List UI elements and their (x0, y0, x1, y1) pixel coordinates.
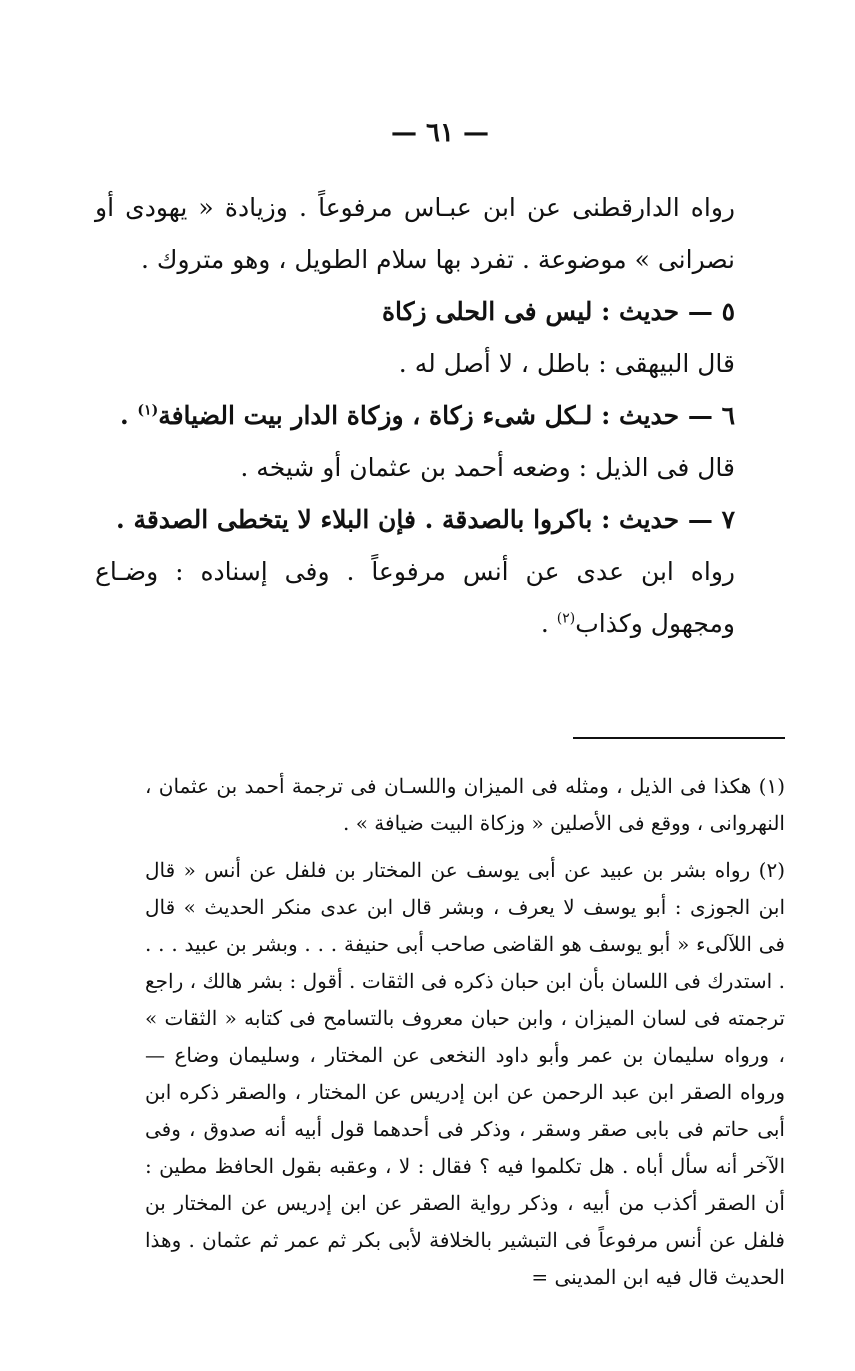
hadith-line (95, 390, 735, 442)
hadith-dash: — (687, 297, 713, 326)
hadith-comment: قال البيهقى : باطل ، لا أصل له . (398, 349, 735, 378)
footnote-marker: (٢) (758, 858, 785, 882)
footnote-2 (145, 852, 785, 1296)
hadith-entry-7 (95, 494, 735, 650)
hadith-line (95, 494, 735, 546)
intro-paragraph: رواه الدارقطنى عن ابن عبـاس مرفوعاً . وزيادة « يهودى أو نصرانى » موضوعة . تفرد بها سلام الطويل ، وهو متروك . (95, 193, 735, 274)
hadith-comment: قال فى الذيل : وضعه أحمد بن عثمان أو شيخه . (240, 453, 735, 482)
hadith-label: حديث (619, 505, 680, 534)
hadith-dash: — (687, 505, 713, 534)
hadith-text: : باكروا بالصدقة . فإن البلاء لا يتخطى الصدقة . (116, 505, 611, 534)
page-number: — ٦١ — (390, 118, 490, 148)
hadith-text: : لـكل شىء زكاة ، وزكاة الدار بيت الضيافة (158, 401, 611, 430)
footnote-1 (145, 768, 785, 842)
hadith-number: ٦ (721, 401, 735, 430)
hadith-comment-text: رواه ابن عدى عن أنس مرفوعاً . وفى إسناده : وضـاع ومجهول وكذاب (95, 557, 735, 638)
hadith-text: : ليس فى الحلى زكاة (381, 297, 611, 326)
footnote-ref-1[interactable]: (١) (137, 402, 159, 419)
hadith-entry-6 (95, 390, 735, 494)
hadith-line (95, 286, 735, 338)
footnote-ref-2[interactable]: (٢) (556, 610, 576, 627)
hadith-tail: . (119, 401, 138, 430)
hadith-number: ٧ (721, 505, 735, 534)
hadith-dash: — (687, 401, 713, 430)
hadith-comment-tail: . (540, 609, 557, 638)
main-text (95, 182, 735, 650)
footnote-text: رواه بشر بن عبيد عن أبى يوسف عن المختار بن فلفل عن أنس « قال ابن الجوزى : أبو يوسف لا يعرف ، وبشر قال ابن عدى منكر الحديث » قال فى اللآلىء « أبو يوسف هو القاضى صاحب أبى حنيفة . . . وبشر بن عبيد . . . . استدرك فى اللسان بأن ابن حبان ذكره فى الثقات . أقول : بشر هالك ، راجع ترجمته فى لسان الميزان ، وابن حبان معروف بالتسامح فى كتابه « الثقات » ، ورواه سليمان بن عمر وأبو داود النخعى عن المختار ، وسليمان وضاع — ورواه الصقر ابن عبد الرحمن عن ابن إدريس عن المختار ، والصقر ذكره ابن أبى حاتم فى بابى صقر وسقر ، وذكر فى أحدهما قول أبيه أنه صدوق ، وفى الآخر أنه سأل أباه . هل تكلموا فيه ؟ فقال : لا ، وعقبه بقول الحافظ مطين : أن الصقر أكذب من أبيه ، وذكر رواية الصقر عن ابن إدريس عن المختار بن فلفل عن أنس مرفوعاً فى التبشير بالخلافة لأبى بكر ثم عمر ثم عثمان . وهذا الحديث قال فيه ابن المدينى = (145, 858, 785, 1289)
footnote-separator (573, 737, 785, 739)
footnotes-section (145, 768, 785, 1306)
footnote-marker: (١) (758, 774, 786, 798)
hadith-number: ٥ (721, 297, 735, 326)
hadith-comment (95, 546, 735, 650)
hadith-label: حديث (619, 297, 680, 326)
hadith-label: حديث (619, 401, 680, 430)
hadith-entry-5 (95, 286, 735, 390)
footnote-text: هكذا فى الذيل ، ومثله فى الميزان واللسـان فى ترجمة أحمد بن عثمان ، النهروانى ، ووقع فى الأصلين « وزكاة البيت ضيافة » . (145, 774, 785, 835)
